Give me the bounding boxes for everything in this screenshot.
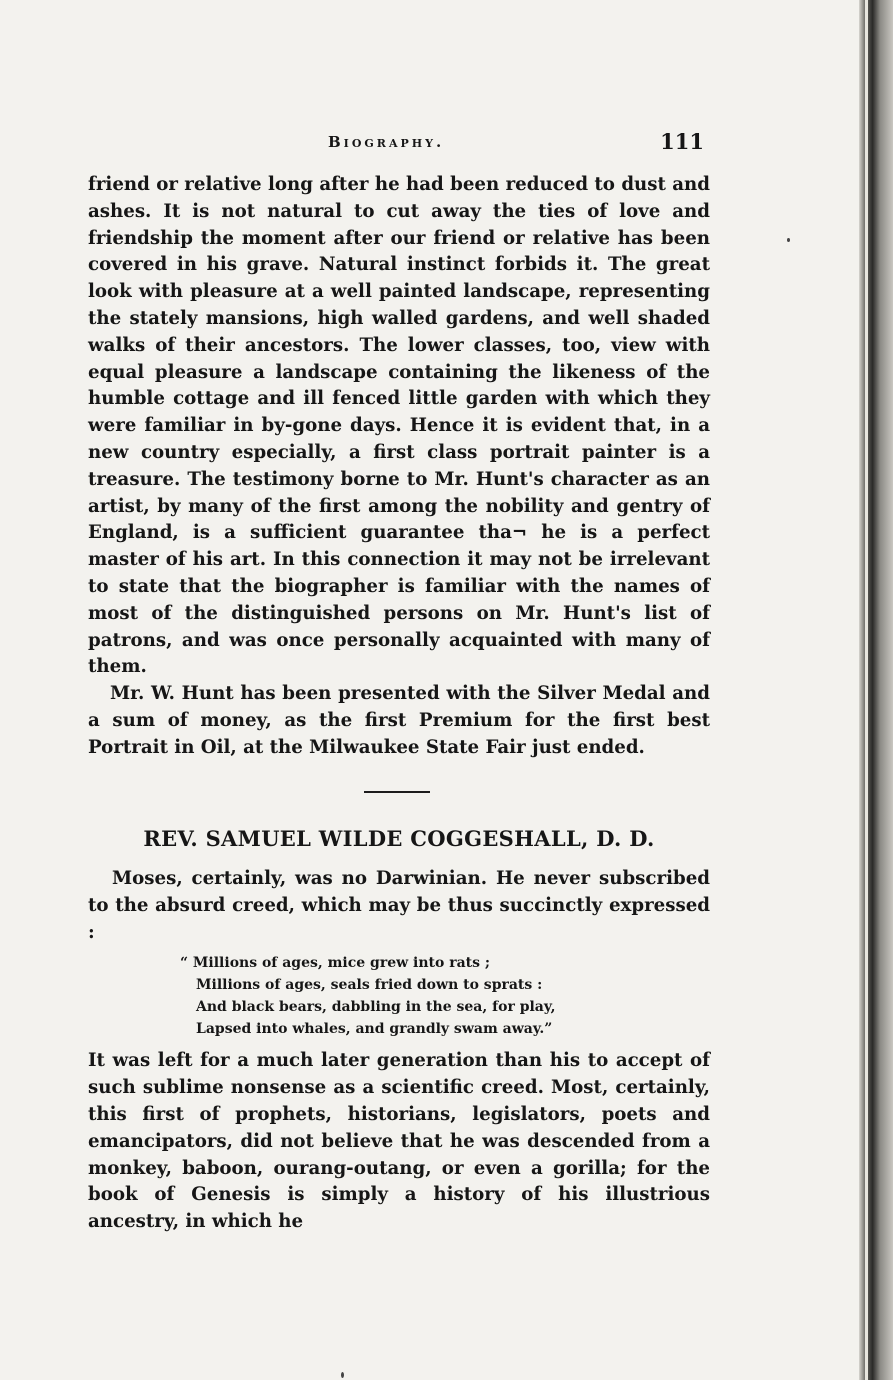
verse-line: “ Millions of ages, mice grew into rats ; — [180, 955, 491, 972]
page-binding-edge — [859, 0, 893, 1380]
paragraph: friend or relative long after he had been reduced to dust and ashes. It is not natural to cut away the ties of love and friendship the moment after our friend or relative has been covered in his grave. Natural instinct forbids it. The great look with pleasure at a well painted landscape, representing the stately mansions, high walled gardens, and well shaded walks of their ancestors. The lower classes, too, view with equal pleasure a landscape containing the likeness of the humble cottage and ill fenced little garden with which they were familiar in by-gone days. Hence it is evident that, in a new country especially, a first class portrait painter is a treasure. The testimony borne to Mr. Hunt's character as an artist, by many of the first among the nobility and gentry of England, is a sufficient guarantee tha¬ he is a perfect master of his art. In this connection it may not be irrelevant to state that the biographer is familiar with the names of most of the distinguished persons on Mr. Hunt's list of patrons, and was once personally acquainted with many of them. — [88, 174, 710, 678]
verse-line: And black bears, dabbling in the sea, for play, — [196, 999, 556, 1016]
verse-line: Lapsed into whales, and grandly swam away.” — [196, 1021, 553, 1038]
verse-quotation — [180, 952, 710, 1040]
section-body — [88, 866, 710, 1236]
continued-text — [88, 172, 710, 762]
verse-line: Millions of ages, seals fried down to sprats : — [196, 977, 543, 994]
paragraph: Mr. W. Hunt has been presented with the Silver Medal and a sum of money, as the first Premium for the first best Portrait in Oil, at the Milwaukee State Fair just ended. — [88, 683, 710, 758]
section-heading: REV. SAMUEL WILDE COGGESHALL, D. D. — [143, 826, 655, 851]
running-head: Biography. — [328, 133, 445, 151]
section-divider — [364, 791, 430, 793]
print-speck — [787, 238, 790, 242]
paragraph: Moses, certainly, was no Darwinian. He never subscribed to the absurd creed, which may be thus succinctly expressed : — [88, 868, 710, 943]
page-number: 111 — [660, 129, 704, 154]
page-header — [88, 131, 708, 157]
print-speck — [341, 1372, 344, 1378]
paragraph: It was left for a much later generation than his to accept of such sublime nonsense as a scientific creed. Most, certainly, this first of prophets, historians, legislators, poets and emancipators, did not believe that he was descended from a monkey, baboon, ourang-outang, or even a gorilla; for the book of Genesis is simply a history of his illustrious ancestry, in which he — [88, 1050, 710, 1233]
